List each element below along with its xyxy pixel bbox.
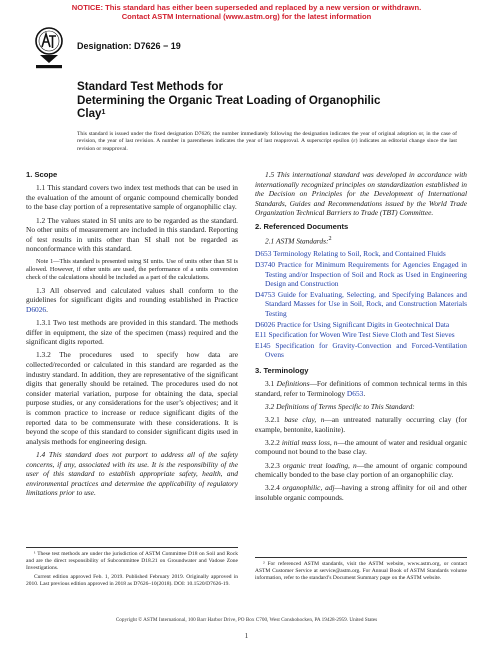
title-line-3 (77, 107, 407, 121)
para-3-2-2 (255, 438, 467, 457)
para-3-2-1-term: base clay, n (284, 415, 325, 425)
reference-title[interactable]: Guide for Evaluating, Selecting, and Specifying Balances and Standard Masses for Use in Soil, Rock, and Construction Materials Testing (265, 289, 467, 318)
para-2-1 (255, 235, 467, 246)
notice-line-1: NOTICE: This standard has either been superseded and replaced by a new version or withdrawn. (71, 3, 422, 12)
para-1-3 (26, 286, 238, 315)
reference-code[interactable]: E11 (255, 330, 267, 340)
para-3-2-3-num: 3.2.3 (265, 460, 283, 470)
para-3-2-4-num: 3.2.4 (265, 483, 283, 493)
para-1-3-end: . (46, 304, 48, 314)
footnote-1 (26, 547, 238, 589)
para-1-3-1: 1.3.1 Two test methods are provided in this standard. The methods differ in equipment, the size of the specimen (mass) required and the significant digits reported. (26, 318, 238, 347)
document-title (77, 80, 407, 121)
para-3-2-3 (255, 461, 467, 480)
reference-title[interactable]: Practice for Using Significant Digits in Geotechnical Data (276, 319, 450, 329)
reference-title[interactable]: Practice for Minimum Requirements for Agencies Engaged in Testing and/or Inspection of Soil and Rock as Used in Engineering Design and Construction (265, 260, 467, 289)
reference-code[interactable]: D6026 (255, 319, 276, 329)
copyright-line: Copyright © ASTM International, 100 Barr Harbor Drive, PO Box C700, West Conshohocken, PA 19428-2959. United States (115, 617, 378, 623)
para-3-2-1 (255, 415, 467, 434)
footnote-2-text: ² For referenced ASTM standards, visit the ASTM website, www.astm.org, or contact ASTM Customer Service at service@astm.org. For Annual Book of ASTM Standards volume information, refer to the standard’s Document Summary page on the ASTM website. (255, 561, 467, 582)
section-1-heading: 1. Scope (26, 170, 58, 179)
para-2-1-sup: 2 (328, 235, 332, 242)
para-3-2-4-term: organophilic, adj (282, 483, 335, 493)
reference-code[interactable]: E145 (255, 340, 271, 350)
para-3-2: 3.2 Definitions of Terms Specific to This Standard: (265, 401, 415, 411)
page-number: 1 (244, 631, 249, 640)
footnote-1-text: ¹ These test methods are under the jurisdiction of ASTM Committee D18 on Soil and Rock and are the direct responsibility of Subcommittee D18.21 on Groundwater and Vadose Zone Investigations. (26, 551, 238, 572)
reference-code[interactable]: D653 (255, 249, 272, 259)
para-3-1 (255, 379, 467, 398)
reference-item (255, 260, 467, 289)
para-1-5: 1.5 This international standard was developed in accordance with internationally recognized principles on standardization established in the Decision on Principles for the Development of International Standards, Guides and Recommendations issued by the World Trade Organization Technical Barriers to Trade (TBT) Committee. (255, 170, 467, 218)
title-line-1: Standard Test Methods for (77, 80, 224, 93)
para-3-2-3-text: —the amount of organic compound chemically bonded to the base clay portion of an organophilic clay. (255, 460, 467, 480)
para-3-2-2-term: initial mass loss, n (281, 437, 338, 447)
reference-code[interactable]: D4753 (255, 289, 276, 299)
para-3-2-2-num: 3.2.2 (265, 437, 282, 447)
reference-title[interactable]: Terminology Relating to Soil, Rock, and Contained Fluids (273, 249, 446, 259)
section-3-heading: 3. Terminology (255, 365, 309, 375)
left-column (26, 170, 238, 502)
issuance-statement: This standard is issued under the fixed designation D7626; the number immediately following the designation indicates the year of original adoption or, in the case of revision, the year of last revision. A number in parentheses indicates the year of last reapproval. A superscript epsilon (ε) indicates an editorial change since the last revision or reapproval. (77, 131, 457, 152)
link-d653[interactable]: D653 (346, 388, 364, 398)
title-line-2: Determining the Organic Treat Loading of Organophilic (77, 93, 381, 107)
para-3-1-text: —For definitions of common technical terms in this standard, refer to Terminology (255, 379, 467, 398)
para-3-2-1-text: —an untreated naturally occurring clay (for example, bentonite, kaolinite). (255, 415, 467, 434)
para-1-1: 1.1 This standard covers two index test methods that can be used in the evaluation of the amount of organic compound chemically bonded to the base clay portion of a representative sample of organophilic clay. (26, 183, 238, 212)
reference-item (255, 330, 467, 340)
para-3-1-end: . (363, 388, 366, 398)
footnote-1-edition: Current edition approved Feb. 1, 2019. Published February 2019. Originally approved in 2010. Last previous edition approved in 2018 as D7626–10(2018). DOI: 10.1520/D7626-19. (26, 573, 238, 587)
para-2-1-text: 2.1 ASTM Standards: (265, 236, 329, 246)
reference-item (255, 290, 467, 319)
notice-line-2: Contact ASTM International (www.astm.org) for the latest information (121, 12, 372, 22)
reference-item (255, 249, 467, 259)
astm-logo-icon (34, 26, 64, 70)
title-footnote-mark: 1 (101, 109, 106, 117)
footnote-2 (255, 557, 467, 584)
para-3-2-3-term: organic treat loading, n (282, 460, 357, 470)
para-1-2: 1.2 The values stated in SI units are to be regarded as the standard. No other units of measurement are included in this standard. Reporting of test results in units other than SI shall not be regarded as nonconformance with this standard. (26, 215, 238, 254)
note-1: Note 1—This standard is presented using SI units. Use of units other than SI is allowed. However, if other units are used, the performance of a units conversion check of the calculations should be included as a part of the calculations. (26, 257, 238, 281)
para-3-2-2-text: —the amount of water and residual organic compound not bound to the base clay. (255, 437, 467, 457)
reference-title[interactable]: Specification for Gravity-Convection and Forced-Ventilation Ovens (265, 340, 467, 360)
title-line-3-text: Clay (77, 107, 102, 121)
reference-title[interactable]: Specification for Woven Wire Test Sieve Cloth and Test Sieves (268, 330, 455, 340)
para-1-3-text: 1.3 All observed and calculated values shall conform to the guidelines for significant digits and rounding established in Practice (26, 285, 238, 305)
notice-banner (0, 3, 493, 22)
reference-item (255, 341, 467, 360)
para-3-1-term: Definitions (276, 379, 310, 389)
reference-item (255, 320, 467, 330)
para-3-2-4-text: —having a strong affinity for oil and other insoluble organic compounds. (255, 483, 467, 503)
reference-code[interactable]: D3740 (255, 260, 276, 269)
designation: Designation: D7626 − 19 (77, 41, 181, 51)
right-column (255, 170, 467, 506)
link-d6026[interactable]: D6026 (26, 304, 47, 314)
section-2-heading: 2. Referenced Documents (255, 221, 349, 231)
para-3-1-num: 3.1 (265, 379, 277, 389)
para-3-2-1-num: 3.2.1 (265, 415, 285, 425)
para-1-4: 1.4 This standard does not purport to address all of the safety concerns, if any, associated with its use. It is the responsibility of the user of this standard to establish appropriate safety, health, and environmental practices and determine the applicability of regulatory limitations prior to use. (26, 450, 238, 498)
reference-list (255, 249, 467, 360)
para-1-3-2: 1.3.2 The procedures used to specify how data are collected/recorded or calculated in this standard are regarded as the industry standard. In addition, they are representative of the significant digits that generally should be retained. The procedures used do not consider material variation, purpose for obtaining the data, special purpose studies, or any considerations for the user’s objectives; and it is common practice to increase or reduce significant digits of the reported data to be commensurate with these considerations. It is beyond the scope of this standard to consider significant digits used in analysis methods for engineering design. (26, 350, 238, 446)
para-3-2-4 (255, 483, 467, 502)
